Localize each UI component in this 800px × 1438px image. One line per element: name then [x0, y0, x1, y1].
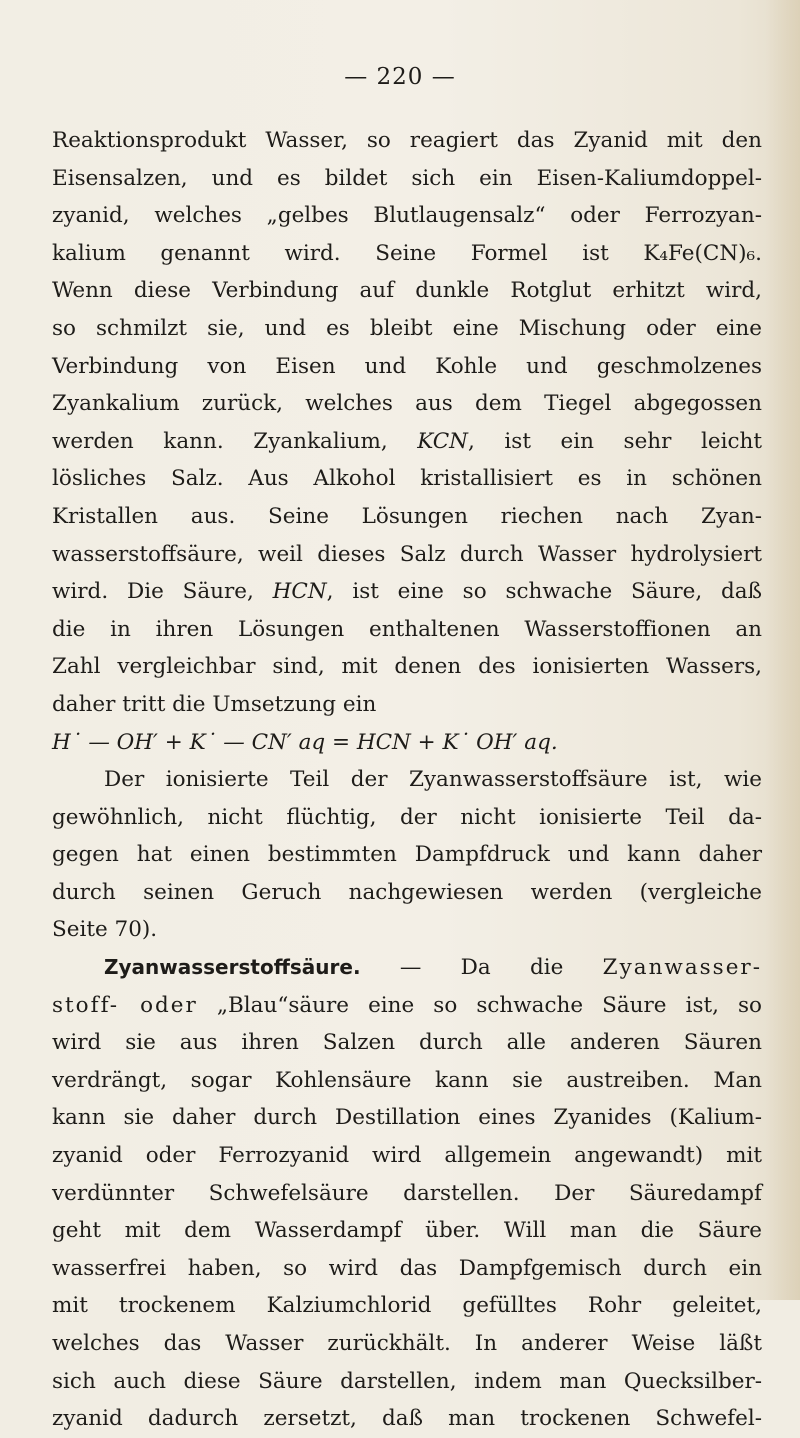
text-run: — Da die: [399, 955, 564, 981]
text-line: daher tritt die Umsetzung ein: [52, 691, 377, 717]
text-line: wird sie aus ihren Salzen durch alle anderen Säuren: [52, 1030, 762, 1056]
text-run-spaced: stoff- oder: [52, 992, 198, 1018]
text-line: gewöhnlich, nicht flüchtig, der nicht ionisierte Teil da-: [52, 804, 762, 830]
page-edge-shadow: [766, 0, 800, 1300]
text-line: Verbindung von Eisen und Kohle und geschmolzenes: [52, 353, 762, 379]
text-line: zyanid, welches „gelbes Blutlaugensalz“ oder Ferrozyan-: [52, 203, 762, 229]
text-line: Zahl vergleichbar sind, mit denen des ionisierten Wassers,: [52, 654, 762, 680]
formula-hcn: HCN: [272, 579, 327, 605]
text-line: [52, 423, 762, 461]
text-line: so schmilzt sie, und es bleibt eine Mischung oder eine: [52, 315, 762, 341]
text-line: zyanid oder Ferrozyanid wird allgemein angewandt) mit: [52, 1143, 762, 1169]
text-line: Zyankalium zurück, welches aus dem Tiegel abgegossen: [52, 391, 762, 417]
text-run: , ist eine so schwache Säure, daß: [326, 579, 762, 605]
text-line: Seite 70).: [52, 917, 158, 943]
text-line: wasserstoffsäure, weil dieses Salz durch Wasser hydrolysiert: [52, 541, 762, 567]
reaction-equation: H˙ — OH′ + K˙ — CN′ aq = HCN + K˙ OH′ aq.: [52, 729, 558, 755]
text-line: kann sie daher durch Destillation eines Zyanides (Kalium-: [52, 1105, 762, 1131]
text-line: Kristallen aus. Seine Lösungen riechen nach Zyan-: [52, 503, 762, 529]
text-line: [52, 949, 762, 987]
text-line: sich auch diese Säure darstellen, indem man Quecksilber-: [52, 1368, 762, 1394]
text-line: Wenn diese Verbindung auf dunkle Rotglut erhitzt wird,: [52, 278, 762, 304]
formula-kcn: KCN: [417, 428, 468, 454]
text-run: „Blau“säure eine so schwache Säure ist, so: [216, 992, 762, 1018]
text-line: zyanid dadurch zersetzt, daß man trockenen Schwefel-: [52, 1406, 762, 1432]
section-heading: Zyanwasserstoffsäure.: [104, 955, 361, 980]
text-line: [52, 573, 762, 611]
text-line: welches das Wasser zurückhält. In anderer Weise läßt: [52, 1331, 762, 1356]
text-line: Der ionisierte Teil der Zyanwasserstoffsäure ist, wie: [104, 767, 762, 793]
text-line: lösliches Salz. Aus Alkohol kristallisiert es in schönen: [52, 466, 762, 492]
text-run: , ist ein sehr leicht: [468, 428, 762, 454]
text-run-spaced: Zyanwasser-: [602, 955, 762, 981]
text-run: wird. Die Säure,: [52, 579, 254, 605]
text-line: wasserfrei haben, so wird das Dampfgemisch durch ein: [52, 1255, 762, 1281]
body-text: [52, 122, 762, 1438]
text-line: verdünnter Schwefelsäure darstellen. Der Säuredampf: [52, 1180, 762, 1206]
text-line: kalium genannt wird. Seine Formel ist K₄Fe(CN)₆.: [52, 240, 762, 266]
text-line: [52, 987, 762, 1025]
text-line: Eisensalzen, und es bildet sich ein Eisen-Kaliumdoppel-: [52, 165, 762, 191]
text-line: Reaktionsprodukt Wasser, so reagiert das Zyanid mit den: [52, 128, 762, 153]
text-line: die in ihren Lösungen enthaltenen Wasserstoffionen an: [52, 616, 762, 642]
text-line: durch seinen Geruch nachgewiesen werden (vergleiche: [52, 879, 762, 905]
text-line: mit trockenem Kalziumchlorid gefülltes Rohr geleitet,: [52, 1293, 762, 1319]
text-line: verdrängt, sogar Kohlensäure kann sie austreiben. Man: [52, 1067, 762, 1093]
text-line: gegen hat einen bestimmten Dampfdruck und kann daher: [52, 842, 762, 868]
text-run: werden kann. Zyankalium,: [52, 428, 388, 454]
page-number: — 220 —: [344, 64, 456, 90]
text-line: geht mit dem Wasserdampf über. Will man die Säure: [52, 1218, 762, 1244]
